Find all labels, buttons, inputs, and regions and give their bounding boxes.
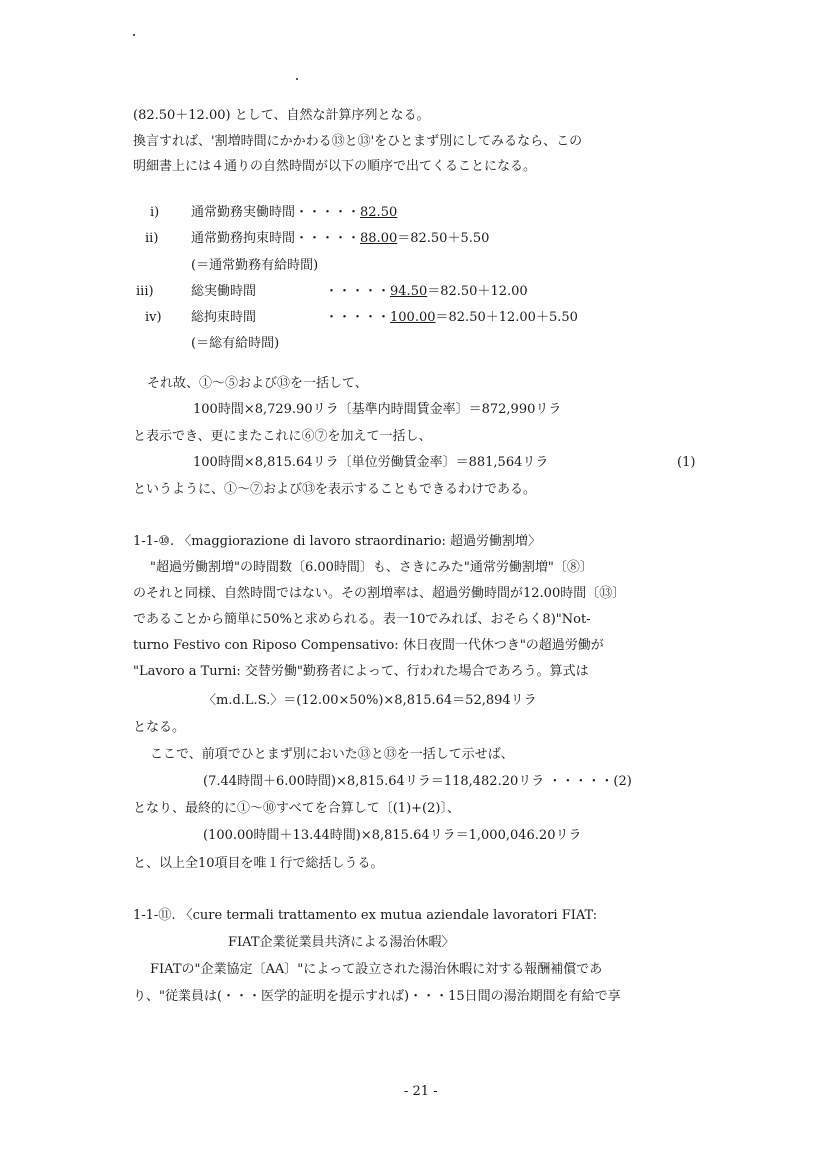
hours-item-formula: ＝82.50＋12.00: [427, 284, 528, 299]
hours-item-formula: ＝82.50＋12.00＋5.50: [435, 310, 578, 325]
section-10-paragraph-line: "Lavoro a Turni: 交替労働"勤務者によって、行われた場合であろう。算式は: [133, 664, 589, 679]
summary-line-4: 100時間×8,815.64リラ〔単位労働賃金率〕＝881,564リラ: [193, 455, 549, 470]
hours-item-value: 82.50: [360, 205, 398, 220]
hours-item-label: i): [150, 205, 160, 220]
section-10-formula-2: (7.44時間＋6.00時間)×8,815.64リラ＝118,482.20リラ ・・・・・(2): [203, 774, 632, 789]
scan-speck: [133, 34, 135, 36]
section-10-formula-3: (100.00時間＋13.44時間)×8,815.64リラ＝1,000,046.20リラ: [203, 828, 582, 843]
hours-item-note: (＝通常勤務有給時間): [191, 258, 319, 273]
section-10-formula-1: 〈m.d.L.S.〉＝(12.00×50%)×8,815.64＝52,894リラ: [203, 693, 537, 708]
summary-line-1: それ故、①～⑤および⑬を一括して、: [147, 376, 368, 391]
hours-item-value: 94.50: [390, 284, 428, 299]
hours-item-label: iv): [145, 310, 162, 325]
hours-item-label: iii): [136, 284, 154, 299]
section-10-paragraph-line: のそれと同様、自然時間ではない。その割増率は、超過労働時間が12.00時間〔⑬〕: [133, 586, 626, 601]
hours-item-dots: ・・・・・: [325, 284, 391, 299]
hours-item-value: 100.00: [390, 310, 436, 325]
hours-item-text: [325, 283, 528, 301]
hours-item-text: [325, 309, 578, 327]
hours-item-name: 総拘束時間: [191, 310, 257, 325]
section-11-heading: 1-1-⑪. 〈cure termali trattamento ex mutua aziendale lavoratori FIAT:: [133, 908, 598, 923]
hours-item-label: ii): [145, 231, 159, 246]
summary-line-2: 100時間×8,729.90リラ〔基準内時間賃金率〕＝872,990リラ: [193, 402, 562, 417]
intro-line-2: 換言すれば、'割増時間にかかわる⑬と⑬'をひとまず別にしてみるなら、この: [133, 134, 583, 149]
summary-line-3: と表示でき、更にまたこれに⑥⑦を加えて一括し、: [133, 429, 432, 444]
summary-line-5: というように、①～⑦および⑬を表示することもできるわけである。: [133, 482, 537, 497]
hours-item-dots: ・・・・・: [325, 310, 391, 325]
hours-item-name: 総実働時間: [191, 284, 257, 299]
section-10-paragraph-line: と、以上全10項目を唯１行で総括しうる。: [133, 856, 384, 871]
section-11-paragraph-line: り、"従業員は(・・・医学的証明を提示すれば)・・・15日間の湯治期間を有給で享: [133, 989, 621, 1004]
section-10-paragraph-line: ここで、前項でひとまず別においた⑬と⑬を一括して示せば、: [150, 747, 514, 762]
page-number: - 21 -: [404, 1084, 438, 1099]
hours-item-value: 88.00: [360, 231, 398, 246]
scan-speck: [296, 78, 298, 80]
intro-line-1: (82.50＋12.00) として、自然な計算序列となる。: [133, 108, 430, 123]
section-11-paragraph-line: FIATの"企業協定〔AA〕"によって設立された湯治休暇に対する報酬補償であ: [150, 962, 603, 977]
section-11-heading-continuation: FIAT企業従業員共済による湯治休暇〉: [228, 935, 455, 950]
section-10-paragraph-line: "超過労働割増"の時間数〔6.00時間〕も、さきにみた"通常労働割増"〔⑧〕: [150, 560, 593, 575]
hours-item-formula: ＝82.50＋5.50: [397, 231, 490, 246]
summary-equation-ref: (1): [677, 455, 696, 470]
section-10-paragraph-line: であることから簡単に50%と求められる。表一10でみれば、おそらく8)"Not-: [133, 612, 591, 627]
section-10-paragraph-line: となる。: [133, 720, 186, 735]
hours-item-text: [191, 230, 489, 248]
hours-item-note: (＝総有給時間): [191, 336, 280, 351]
hours-item-name: 通常勤務拘束時間・・・・・: [191, 231, 361, 246]
section-10-paragraph-line: turno Festivo con Riposo Compensativo: 休日夜間一代休つき"の超過労働が: [133, 638, 604, 653]
hours-item-text: [191, 204, 397, 222]
hours-item-name: 通常勤務実働時間・・・・・: [191, 205, 361, 220]
section-10-paragraph-line: となり、最終的に①～⑩すべてを合算して〔(1)+(2)〕、: [133, 801, 460, 816]
intro-line-3: 明細書上には４通りの自然時間が以下の順序で出てくることになる。: [133, 159, 537, 174]
section-10-heading: 1-1-⑩. 〈maggiorazione di lavoro straordinario: 超過労働割増〉: [133, 534, 542, 549]
